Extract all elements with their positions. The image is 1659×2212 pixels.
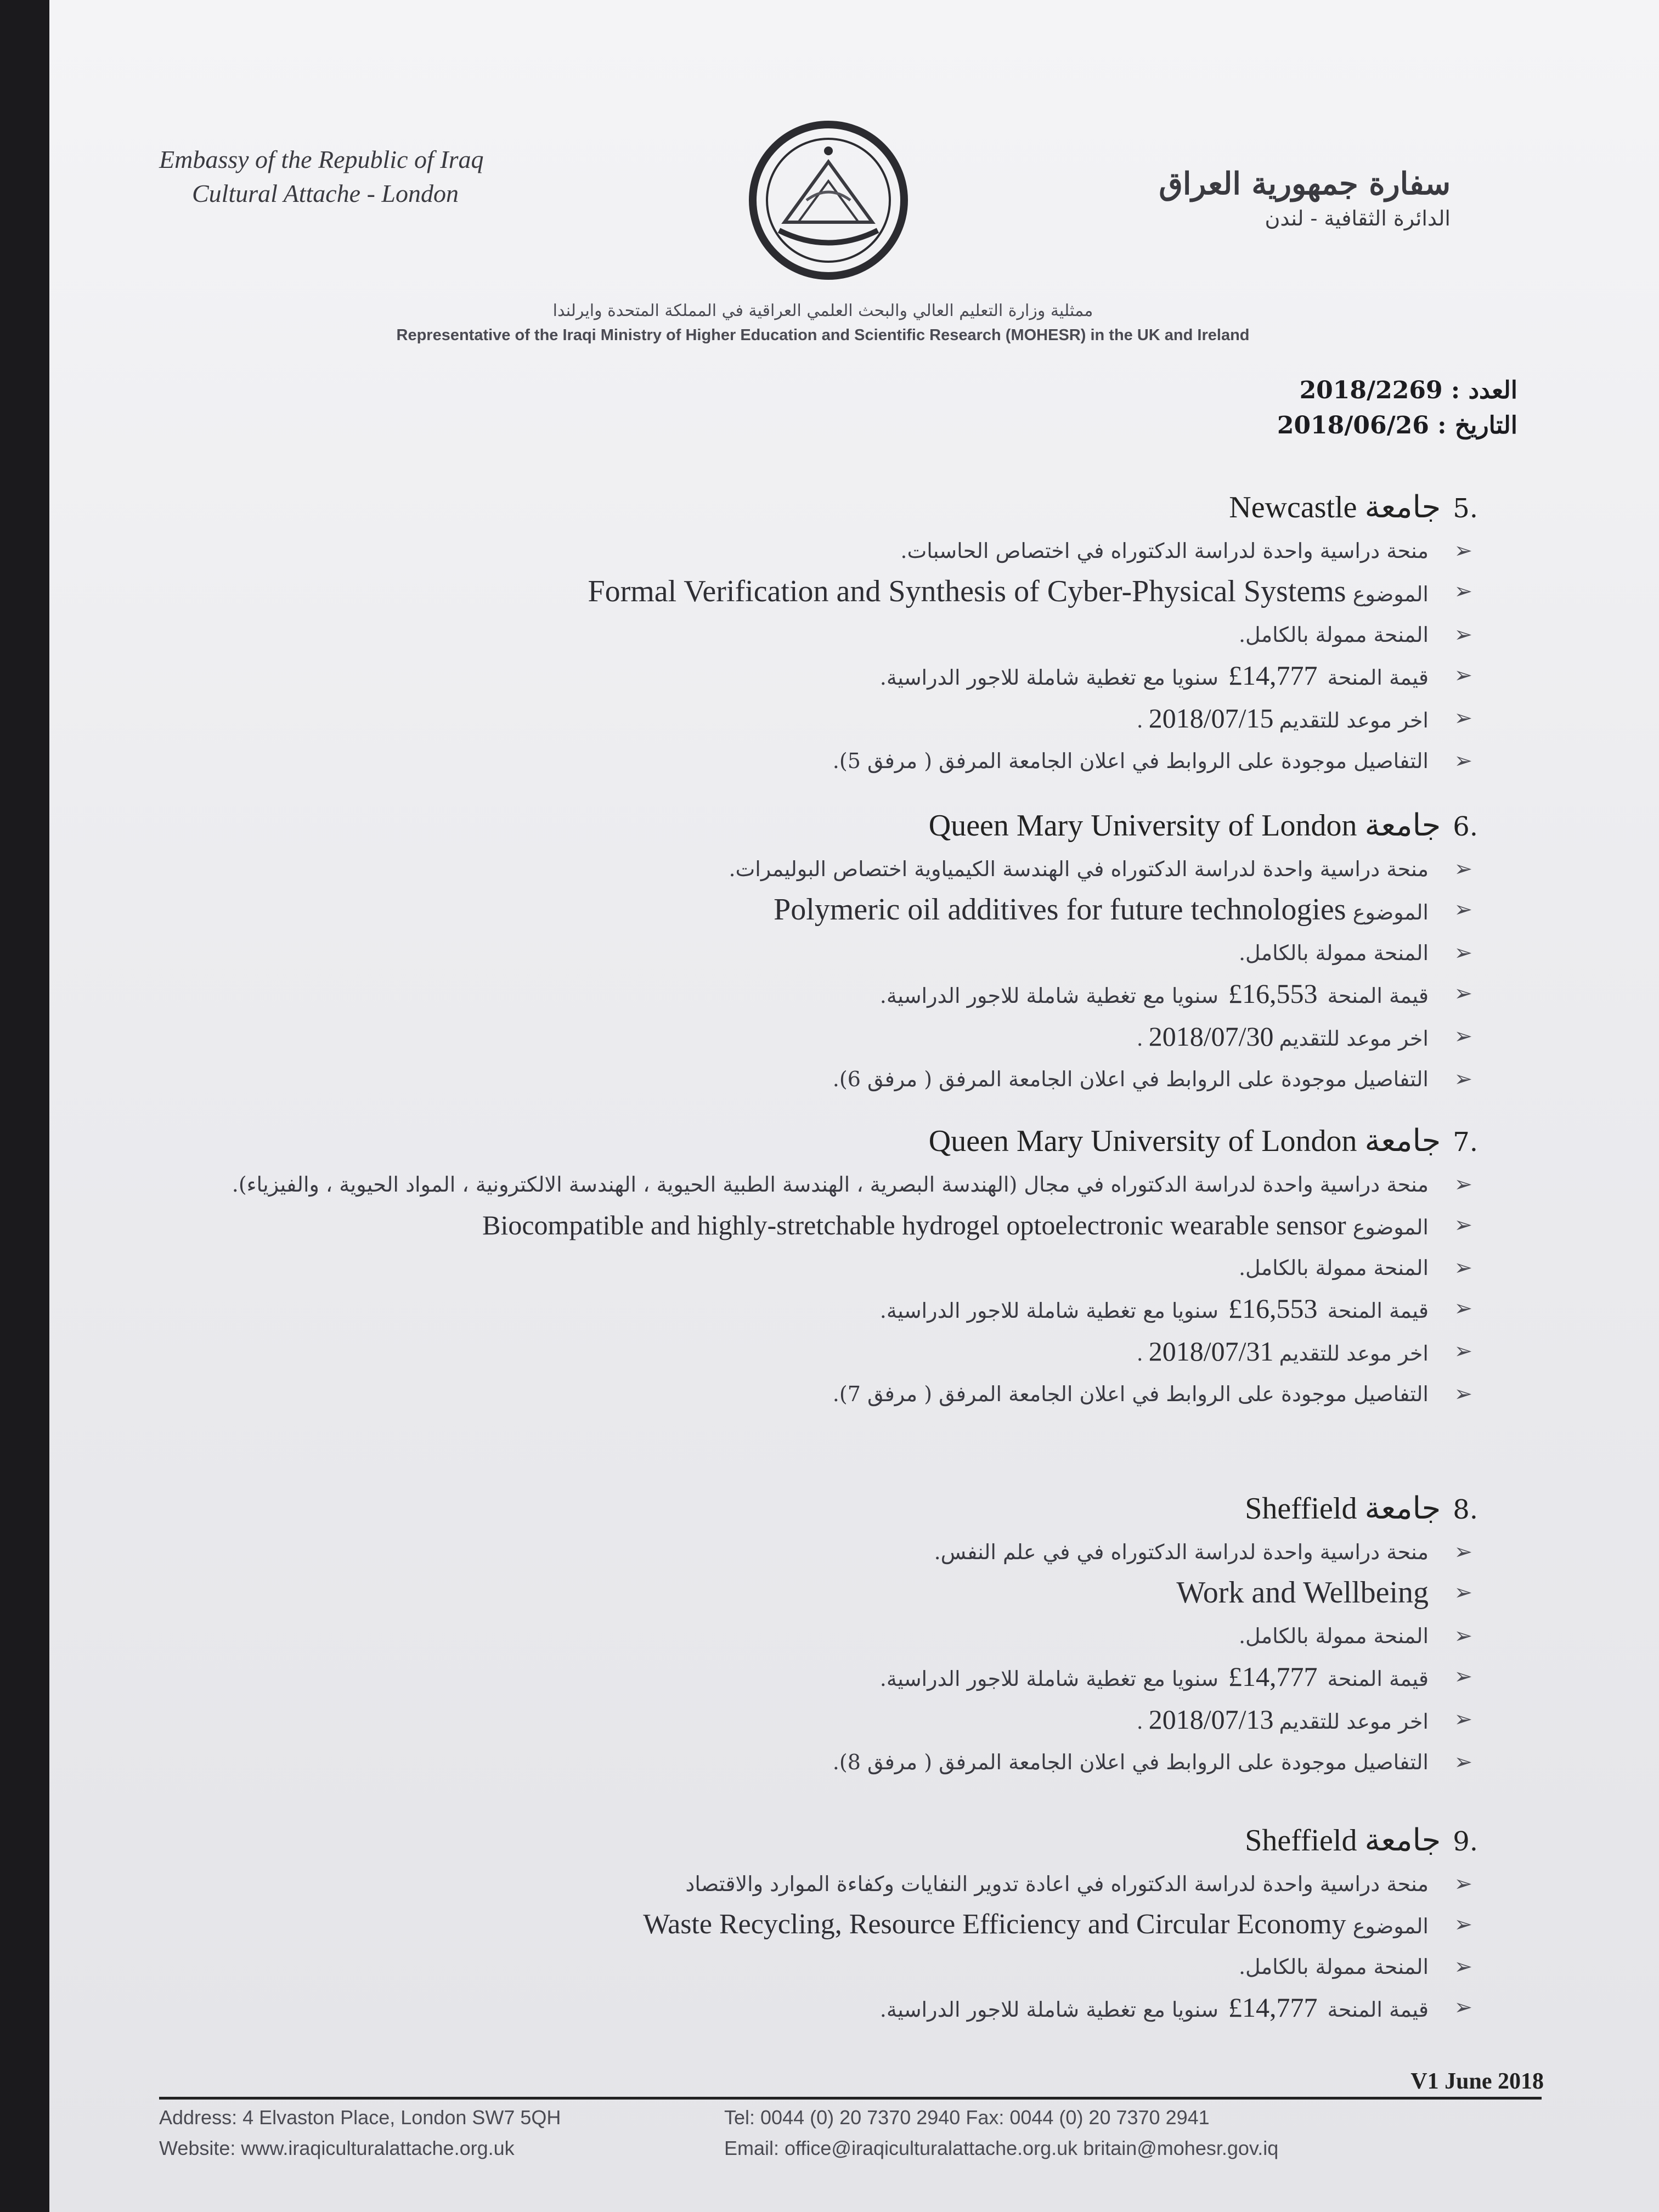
arrow-bullet-icon: ➢ [1454, 1339, 1472, 1364]
list-item-funded: ➢ المنحة ممولة بالكامل. [52, 614, 1478, 655]
representative-ar: ممثلية وزارة التعليم العالي والبحث العلمي العراقية في المملكة المتحدة وايرلندا [552, 301, 1093, 320]
attache-name-en: Cultural Attache - London [192, 179, 459, 207]
list-item-funded: ➢ المنحة ممولة بالكامل. [52, 1946, 1478, 1987]
list-item-details: ➢ التفاصيل موجودة على الروابط في اعلان الجامعة المرفق ( مرفق 5). [52, 741, 1478, 781]
scholarship-section-6 [52, 804, 1478, 1099]
arrow-bullet-icon: ➢ [1454, 1212, 1472, 1238]
section-heading [52, 1487, 1478, 1532]
arrow-bullet-icon: ➢ [1454, 1381, 1472, 1407]
arrow-bullet-icon: ➢ [1454, 1912, 1472, 1937]
section-label: جامعة [1364, 1491, 1441, 1526]
section-items [52, 1532, 1478, 1782]
deadline-date: 2018/07/15 [1148, 703, 1274, 733]
section-items [52, 1864, 1478, 2030]
arrow-bullet-icon: ➢ [1454, 622, 1472, 647]
list-item-deadline: ➢ اخر موعد للتقديم2018/07/15. [52, 698, 1478, 741]
list-item-deadline: ➢ اخر موعد للتقديم2018/07/13. [52, 1699, 1478, 1742]
arrow-bullet-icon: ➢ [1454, 1255, 1472, 1280]
document-version: V1 June 2018 [1410, 2069, 1544, 2094]
letterhead-english [159, 143, 653, 211]
ministry-seal-logo [746, 118, 911, 283]
list-item-funded: ➢ المنحة ممولة بالكامل. [52, 933, 1478, 973]
reference-date-row [1277, 408, 1517, 443]
university-name: Queen Mary University of London [928, 1124, 1357, 1158]
deadline-date: 2018/07/13 [1148, 1704, 1274, 1735]
list-item-study: ➢ منحة دراسية واحدة لدراسة الدكتوراه في اعادة تدوير النفايات وكفاءة الموارد والاقتصاد [52, 1864, 1478, 1904]
university-name: Queen Mary University of London [928, 809, 1357, 843]
arrow-bullet-icon: ➢ [1454, 1172, 1472, 1197]
footer-contact-block [724, 2102, 1525, 2164]
list-item-details: ➢ التفاصيل موجودة على الروابط في اعلان الجامعة المرفق ( مرفق 6). [52, 1059, 1478, 1099]
arrow-bullet-icon: ➢ [1454, 1664, 1472, 1689]
arrow-bullet-icon: ➢ [1454, 897, 1472, 922]
scholarship-section-5 [52, 486, 1478, 781]
section-number: .8 [1453, 1494, 1478, 1525]
scholarship-amount: £14,777 [1228, 1992, 1318, 2023]
list-item-study: ➢ منحة دراسية واحدة لدراسة الدكتوراه في في علم النفس. [52, 1532, 1478, 1572]
representative-en: Representative of the Iraqi Ministry of Higher Education and Scientific Research (MOHESR) in the UK and Ireland [396, 326, 1250, 344]
list-item-details: ➢ التفاصيل موجودة على الروابط في اعلان الجامعة المرفق ( مرفق 8). [52, 1742, 1478, 1782]
university-name: Sheffield [1245, 1492, 1357, 1526]
list-item-funded: ➢ المنحة ممولة بالكامل. [52, 1248, 1478, 1288]
list-item-value: ➢ قيمة المنحة£14,777سنويا مع تغطية شاملة للاجور الدراسية. [52, 655, 1478, 698]
arrow-bullet-icon: ➢ [1454, 1995, 1472, 2020]
scholarship-amount: £16,553 [1228, 978, 1318, 1009]
section-heading [52, 1819, 1478, 1864]
list-item-value: ➢ قيمة المنحة£14,777سنويا مع تغطية شاملة للاجور الدراسية. [52, 1656, 1478, 1699]
deadline-date: 2018/07/31 [1148, 1336, 1274, 1367]
arrow-bullet-icon: ➢ [1454, 1623, 1472, 1649]
footer-address-block [159, 2102, 561, 2164]
section-heading [52, 1119, 1478, 1164]
arrow-bullet-icon: ➢ [1454, 1066, 1472, 1092]
list-item-value: ➢ قيمة المنحة£16,553سنويا مع تغطية شاملة للاجور الدراسية. [52, 1288, 1478, 1331]
list-item-details: ➢ التفاصيل موجودة على الروابط في اعلان الجامعة المرفق ( مرفق 7). [52, 1374, 1478, 1414]
university-name: Sheffield [1245, 1824, 1357, 1858]
section-number: .7 [1453, 1127, 1478, 1158]
footer-divider [159, 2097, 1542, 2100]
section-label: جامعة [1364, 1123, 1441, 1159]
list-item-value: ➢ قيمة المنحة£16,553سنويا مع تغطية شاملة للاجور الدراسية. [52, 973, 1478, 1016]
section-label: جامعة [1364, 1822, 1441, 1858]
arrow-bullet-icon: ➢ [1454, 940, 1472, 966]
list-item-deadline: ➢ اخر موعد للتقديم2018/07/30. [52, 1016, 1478, 1059]
arrow-bullet-icon: ➢ [1454, 1707, 1472, 1732]
university-name: Newcastle [1229, 490, 1357, 524]
footer-email: Email: office@iraqiculturalattache.org.uk britain@mohesr.gov.iq [724, 2137, 1279, 2159]
arrow-bullet-icon: ➢ [1454, 579, 1472, 604]
list-item-deadline: ➢ اخر موعد للتقديم2018/07/31. [52, 1331, 1478, 1374]
scholarship-amount: £16,553 [1228, 1293, 1318, 1324]
attache-name-ar: الدائرة الثقافية - لندن [1265, 206, 1451, 230]
footer-address: Address: 4 Elvaston Place, London SW7 5QH [159, 2106, 561, 2129]
representative-line [285, 299, 1361, 347]
topic-title: Formal Verification and Synthesis of Cyber-Physical Systems [588, 574, 1346, 608]
scholarship-section-9 [52, 1819, 1478, 2030]
reference-number: 2018/2269 [1299, 376, 1443, 404]
list-item-topic: ➢ الموضوع Polymeric oil additives for future technologies [52, 889, 1478, 933]
reference-number-row [1277, 373, 1517, 408]
arrow-bullet-icon: ➢ [1454, 1539, 1472, 1565]
arrow-bullet-icon: ➢ [1454, 1296, 1472, 1321]
section-items [52, 849, 1478, 1099]
section-heading [52, 486, 1478, 531]
reference-date: 2018/06/26 [1277, 411, 1429, 439]
arrow-bullet-icon: ➢ [1454, 1580, 1472, 1605]
arrow-bullet-icon: ➢ [1454, 706, 1472, 731]
section-label: جامعة [1364, 808, 1441, 843]
reference-number-label: العدد : [1451, 376, 1517, 404]
section-number: .6 [1453, 811, 1478, 842]
section-heading [52, 804, 1478, 849]
list-item-value: ➢ قيمة المنحة£14,777سنويا مع تغطية شاملة للاجور الدراسية. [52, 1987, 1478, 2030]
letterhead-arabic [957, 165, 1451, 234]
scholarship-section-7 [52, 1119, 1478, 1414]
topic-title: Polymeric oil additives for future technologies [774, 893, 1346, 927]
topic-title: Biocompatible and highly-stretchable hydrogel optoelectronic wearable sensor [482, 1210, 1346, 1240]
arrow-bullet-icon: ➢ [1454, 1024, 1472, 1049]
list-item-topic: ➢ الموضوع Formal Verification and Synthesis of Cyber-Physical Systems [52, 571, 1478, 614]
embassy-name-ar: سفارة جمهورية العراق [1159, 166, 1451, 202]
scholarship-amount: £14,777 [1228, 660, 1318, 691]
embassy-name-en: Embassy of the Republic of Iraq [159, 145, 484, 173]
scholarship-section-8 [52, 1487, 1478, 1782]
reference-date-label: التاريخ : [1437, 411, 1517, 439]
section-number: .9 [1453, 1826, 1478, 1857]
list-item-funded: ➢ المنحة ممولة بالكامل. [52, 1616, 1478, 1656]
section-number: .5 [1453, 493, 1478, 524]
deadline-date: 2018/07/30 [1148, 1021, 1274, 1052]
section-items [52, 1164, 1478, 1414]
arrow-bullet-icon: ➢ [1454, 856, 1472, 882]
reference-block [1277, 373, 1517, 443]
topic-title: Waste Recycling, Resource Efficiency and Circular Economy [643, 1909, 1346, 1940]
list-item-topic: ➢ الموضوع Waste Recycling, Resource Efficiency and Circular Economy [52, 1904, 1478, 1946]
list-item-study: ➢ منحة دراسية واحدة لدراسة الدكتوراه في مجال (الهندسة البصرية ، الهندسة الطبية الحيوية ، الهندسة الالكترونية ، المواد الحيوية ، والفيزياء). [52, 1164, 1478, 1205]
arrow-bullet-icon: ➢ [1454, 538, 1472, 563]
section-label: جامعة [1364, 489, 1441, 525]
list-item-topic: ➢ الموضوع Biocompatible and highly-stretchable hydrogel optoelectronic wearable sensor [52, 1205, 1478, 1248]
section-items [52, 531, 1478, 781]
arrow-bullet-icon: ➢ [1454, 748, 1472, 774]
list-item-topic [52, 1572, 1478, 1616]
footer-phone-fax: Tel: 0044 (0) 20 7370 2940 Fax: 0044 (0) 20 7370 2941 [724, 2106, 1210, 2129]
footer-website: Website: www.iraqiculturalattache.org.uk [159, 2137, 515, 2159]
list-item-study: ➢ منحة دراسية واحدة لدراسة الدكتوراه في الهندسة الكيمياوية اختصاص البوليمرات. [52, 849, 1478, 889]
arrow-bullet-icon: ➢ [1454, 663, 1472, 688]
list-item-study: ➢ منحة دراسية واحدة لدراسة الدكتوراه في اختصاص الحاسبات. [52, 531, 1478, 571]
arrow-bullet-icon: ➢ [1454, 1871, 1472, 1897]
arrow-bullet-icon: ➢ [1454, 981, 1472, 1006]
topic-title: Work and Wellbeing [1176, 1576, 1429, 1610]
arrow-bullet-icon: ➢ [1454, 1750, 1472, 1775]
arrow-bullet-icon: ➢ [1454, 1954, 1472, 1979]
scholarship-amount: £14,777 [1228, 1661, 1318, 1692]
